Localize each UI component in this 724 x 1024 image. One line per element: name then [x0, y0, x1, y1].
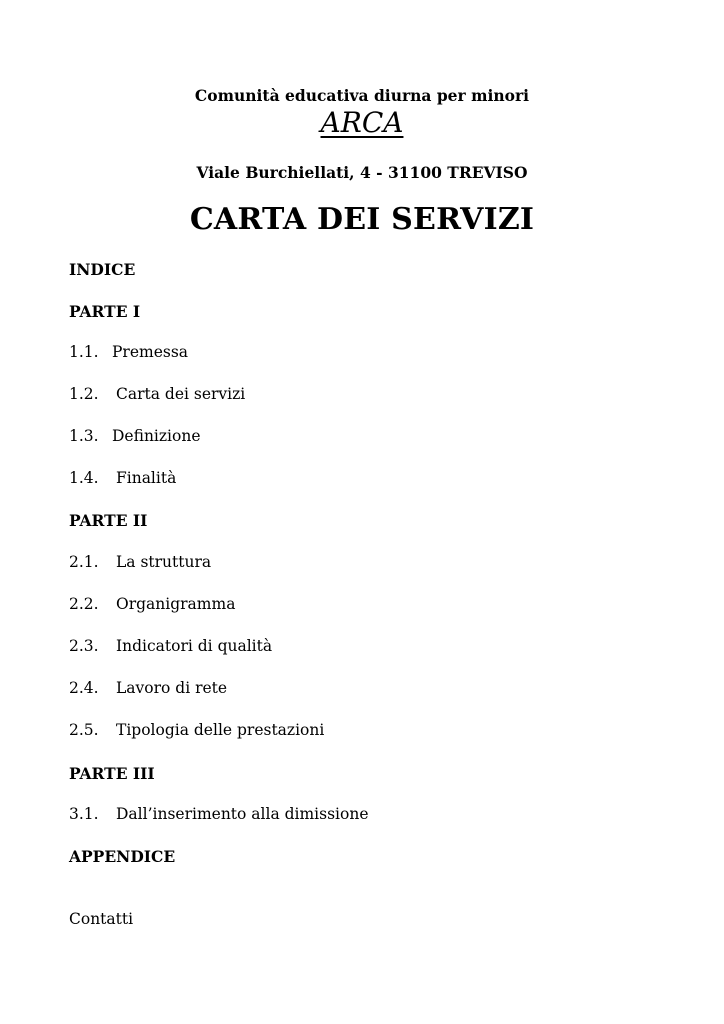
toc-item [69, 469, 176, 487]
toc-item [69, 343, 188, 361]
toc-item-text: Definizione [112, 427, 201, 445]
toc-item [69, 385, 245, 403]
toc-item-number: 2.1. [69, 553, 99, 571]
index-heading: INDICE [69, 260, 136, 279]
toc-item-number: 2.3. [69, 637, 99, 655]
toc-item-text: Organigramma [116, 595, 236, 613]
toc-item [69, 721, 324, 739]
part-heading: PARTE II [69, 511, 148, 530]
toc-item-text: Finalità [116, 469, 177, 487]
toc-item-text: Indicatori di qualità [116, 637, 273, 655]
appendix-item: Contatti [69, 910, 134, 928]
toc-item [69, 595, 235, 613]
toc-item [69, 679, 227, 697]
toc-item-number: 2.2. [69, 595, 99, 613]
toc-item [69, 637, 272, 655]
part-heading: PARTE I [69, 302, 141, 321]
toc-item-number: 1.2. [69, 385, 99, 403]
toc-item-text: La struttura [116, 553, 212, 571]
toc-item [69, 427, 201, 445]
toc-item [69, 553, 211, 571]
toc-item-number: 2.5. [69, 721, 99, 739]
address: Viale Burchiellati, 4 - 31100 TREVISO [196, 163, 528, 182]
part-heading: PARTE III [69, 764, 155, 783]
toc-item-number: 2.4. [69, 679, 99, 697]
toc-item [69, 805, 369, 823]
appendix-heading: APPENDICE [69, 847, 176, 866]
toc-item-number: 1.1. [69, 343, 99, 361]
toc-item-text: Lavoro di rete [116, 679, 228, 697]
toc-item-text: Premessa [112, 343, 189, 361]
community-subtitle: Comunità educativa diurna per minori [194, 86, 530, 105]
organization-name: ARCA [320, 106, 404, 139]
toc-item-text: Tipologia delle prestazioni [116, 721, 325, 739]
toc-item-number: 3.1. [69, 805, 99, 823]
toc-item-number: 1.3. [69, 427, 99, 445]
toc-item-text: Carta dei servizi [116, 385, 246, 403]
document-title: CARTA DEI SERVIZI [189, 202, 535, 237]
toc-item-text: Dall’inserimento alla dimissione [116, 805, 369, 823]
toc-item-number: 1.4. [69, 469, 99, 487]
